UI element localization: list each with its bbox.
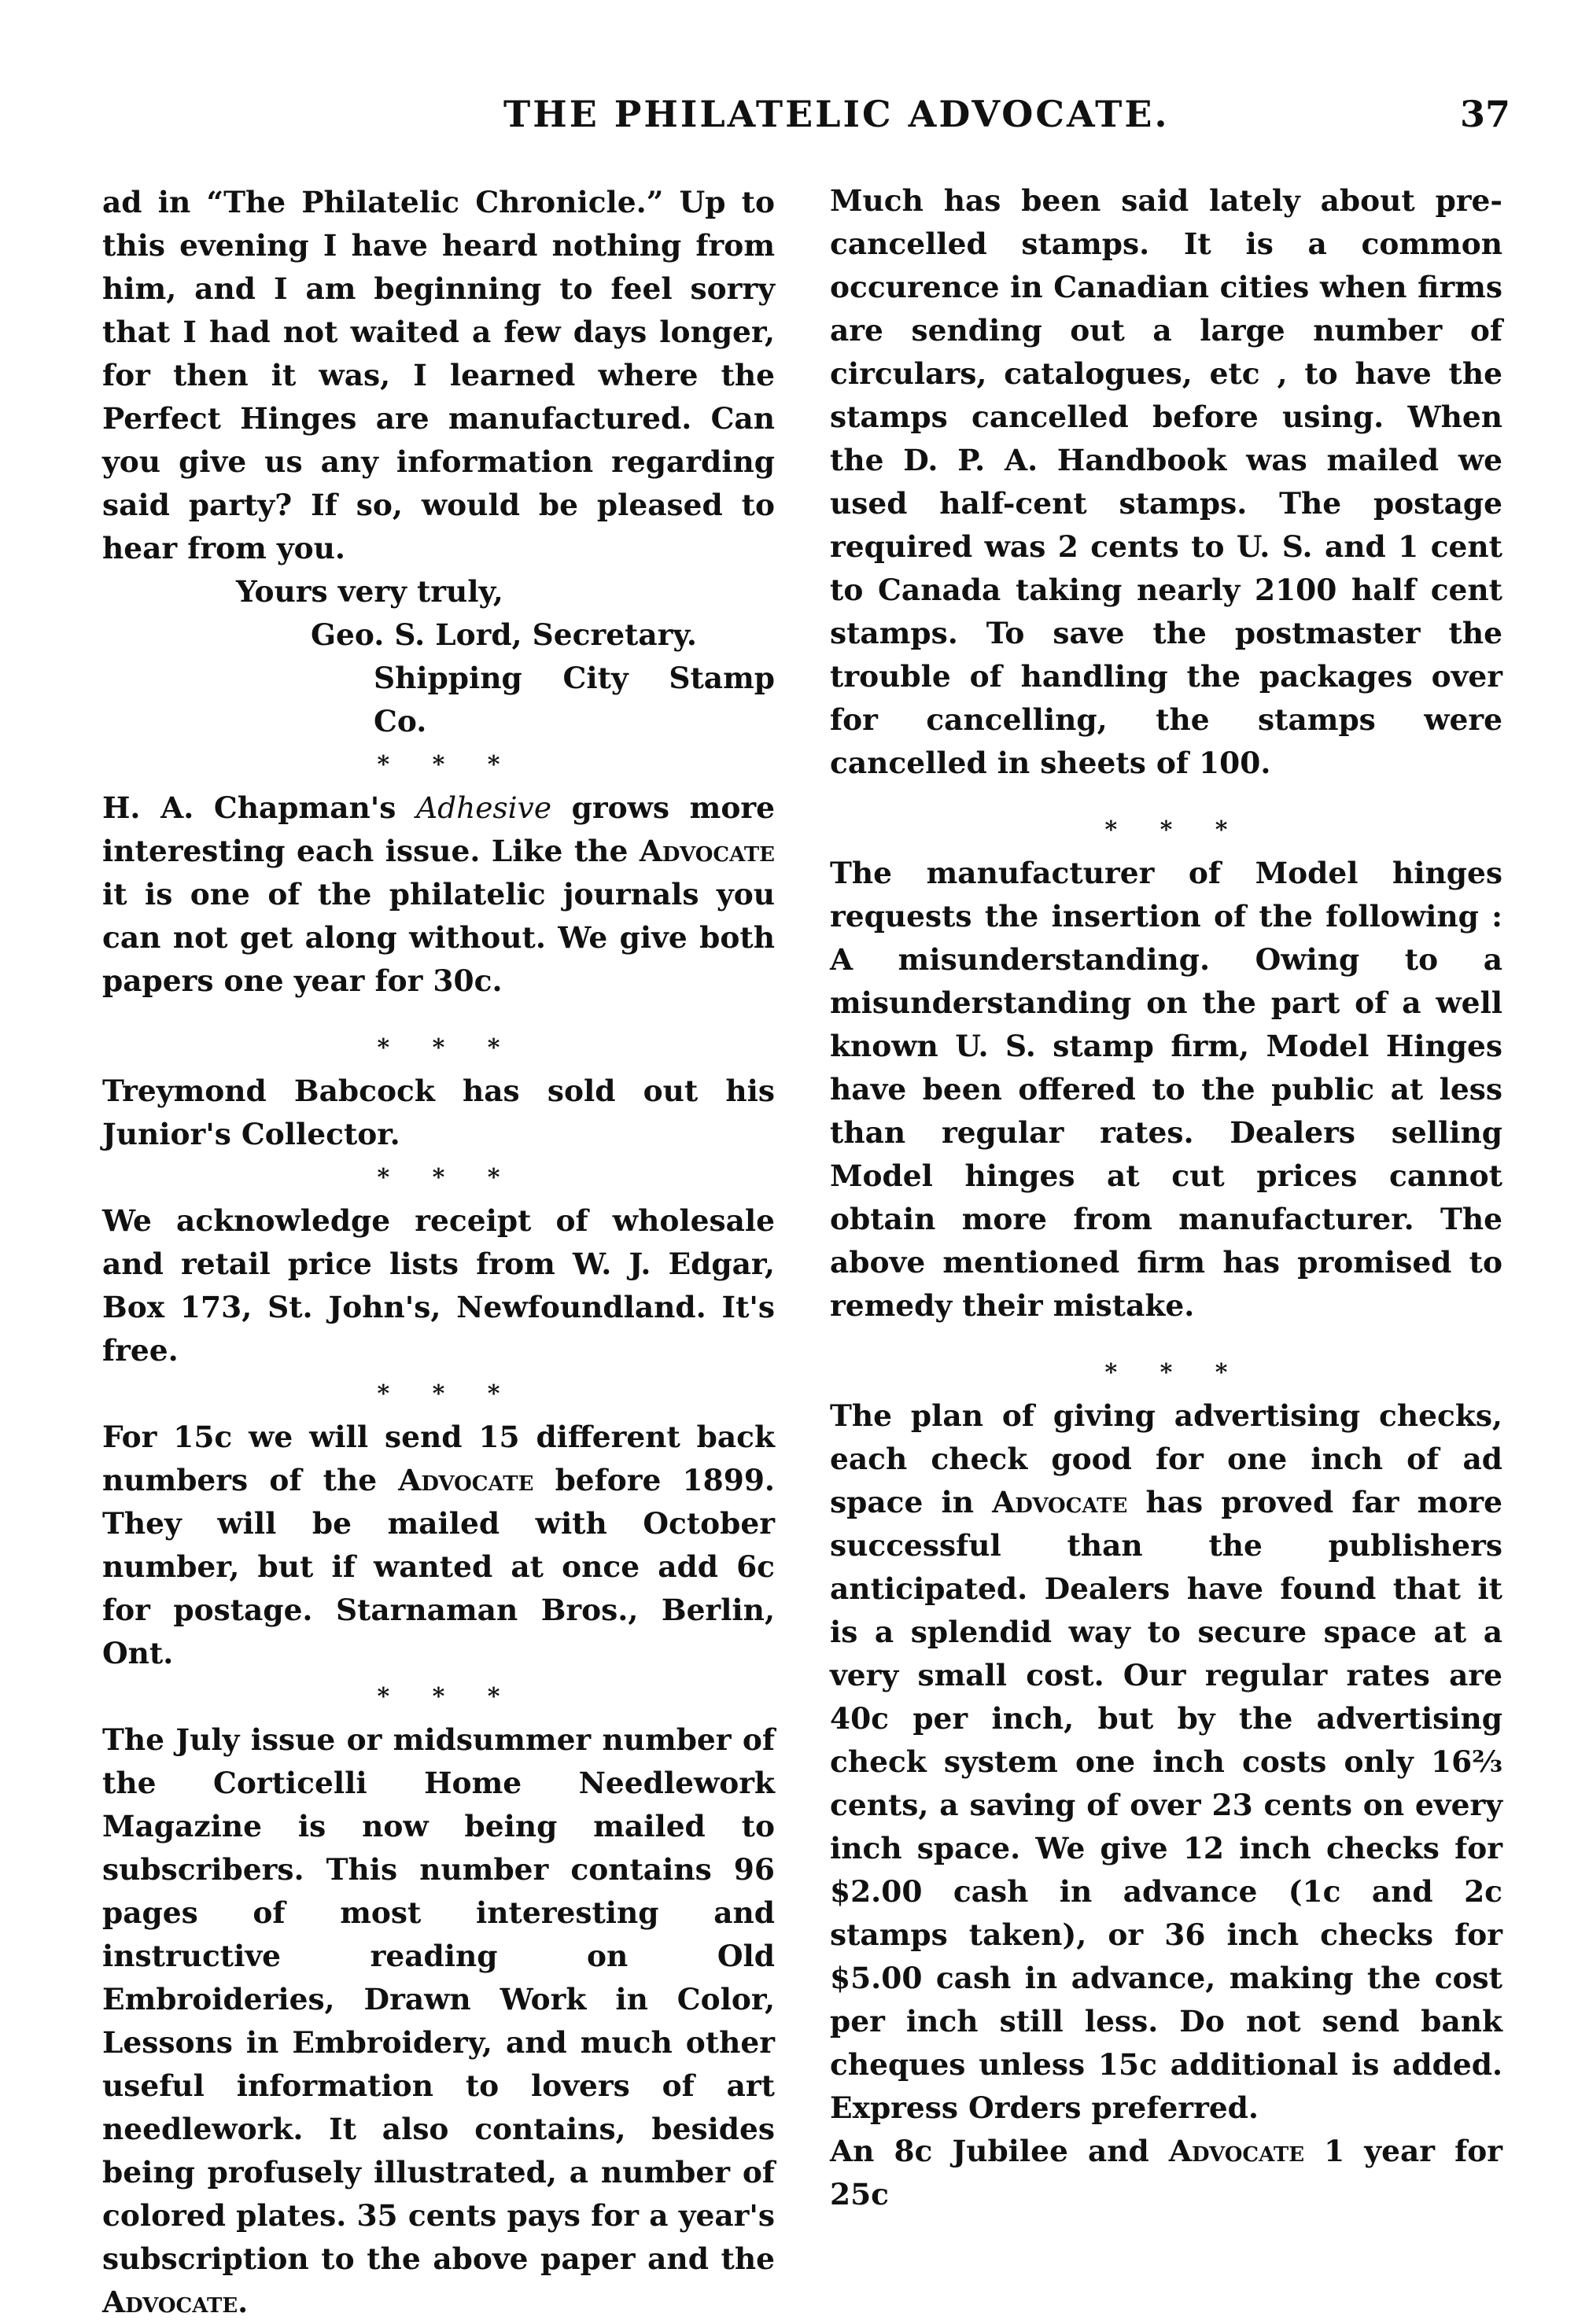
advertising-checks-paragraph xyxy=(830,1394,1502,2130)
chapman-text-c: it is one of the philatelic journals you can not get along without. We give both papers one year for 30c. xyxy=(102,877,775,998)
checks-text-a: The plan of giving advertising checks, each check good for one inch of ad space in xyxy=(830,1398,1502,1519)
running-title: THE PHILATELIC ADVOCATE. xyxy=(503,93,1170,135)
model-hinges-paragraph: The manufacturer of Model hinges requests the insertion of the following : A misunderstanding. Owing to a misunderstanding on the part of a well known U. S. stamp firm, Model Hinges have been offered to the public at less than regular rates. Dealers selling Model hinges at cut prices cannot obtain more from manufacturer. The above mentioned firm has promised to remedy their mistake. xyxy=(830,856,1502,1323)
adhesive-title: Adhesive xyxy=(415,790,552,825)
section-separator: * * * xyxy=(1104,1359,1245,1387)
chapman-text-a: H. A. Chapman's xyxy=(102,790,416,825)
corticelli-paragraph xyxy=(102,1718,775,2324)
chronicle-paragraph: ad in “The Philatelic Chronicle.” Up to this evening I have heard nothing from him, and I am beginning to feel sorry that I had not waited a few days longer, for then it was, I learned where the Perfect Hinges are manufactured. Can you give us any information regarding said party? If so, would be pleased to hear from you. xyxy=(102,185,775,565)
section-separator: * * * xyxy=(377,1683,518,1711)
corticelli-text-a: The July issue or midsummer number of the Corticelli Home Needlework Magazine is now being mailed to subscribers. This number contains 96 pages of most interesting and instructive reading on Old Embroideries, Drawn Work in Color, Lessons in Embroidery, and much other useful information to lovers of art needlework. It also contains, besides being profusely illustrated, a number of colored plates. 35 cents pays for a year's subscription to the above paper and the xyxy=(102,1722,775,2276)
section-separator: * * * xyxy=(377,1034,518,1062)
signature-company: Shipping City Stamp Co. xyxy=(374,661,775,738)
advocate-name: Advocate xyxy=(639,834,775,868)
section-separator: * * * xyxy=(377,1164,518,1191)
back-numbers-text-a: For 15c we will send 15 different back numbers of the xyxy=(102,1420,775,1497)
section-separator: * * * xyxy=(1104,816,1245,844)
signature-closing: Yours very truly, xyxy=(236,574,503,609)
section-separator: * * * xyxy=(377,751,518,779)
back-numbers-text-b: before 1899. They will be mailed with October number, but if wanted at once add 6c for postage. Starnaman Bros., Berlin, Ont. xyxy=(102,1463,775,1670)
advocate-name: Advocate xyxy=(992,1485,1128,1519)
page-number: 37 xyxy=(1459,93,1510,135)
page-header xyxy=(0,93,1589,148)
signature-name: Geo. S. Lord, Secretary. xyxy=(311,617,697,652)
checks-text-b: has proved far more successful than the publishers anticipated. Dealers have found that it is a splendid way to secure space at a very small cost. Our regular rates are 40c per inch, but by the advertising check system one inch costs only 16⅔ cents, a saving of over 23 cents on every inch space. We give 12 inch checks for $2.00 cash in advance (1c and 2c stamps taken), or 36 inch checks for $5.00 cash in advance, making the cost per inch still less. Do not send bank cheques unless 15c additional is added. Express Orders preferred. xyxy=(830,1485,1502,2125)
chapman-text-b: grows more interesting each issue. Like the xyxy=(102,790,775,868)
babcock-paragraph: Treymond Babcock has sold out his Junior's Collector. xyxy=(102,1074,775,1151)
jubilee-offer xyxy=(830,2130,1502,2216)
left-column xyxy=(102,181,775,2324)
section-separator: * * * xyxy=(377,1380,518,1408)
back-numbers-paragraph xyxy=(102,1416,775,1675)
advocate-name: Advocate xyxy=(102,2285,238,2319)
jubilee-text-b: 1 year for 25c xyxy=(830,2134,1502,2212)
advocate-name: Advocate xyxy=(1168,2134,1305,2168)
jubilee-text-a: An 8c Jubilee and xyxy=(830,2134,1169,2168)
advocate-name: Advocate xyxy=(398,1463,534,1497)
precancelled-paragraph: Much has been said lately about pre-cancelled stamps. It is a common occurence in Canadian cities when firms are sending out a large number of circulars, catalogues, etc , to have the stamps cancelled before using. When the D. P. A. Handbook was mailed we used half-cent stamps. The postage required was 2 cents to U. S. and 1 cent to Canada taking nearly 2100 half cent stamps. To save the postmaster the trouble of handling the packages over for cancelling, the stamps were cancelled in sheets of 100. xyxy=(830,183,1502,780)
corticelli-text-b: . xyxy=(238,2285,249,2319)
right-column xyxy=(830,179,1502,2216)
chapman-paragraph xyxy=(102,786,775,1003)
edgar-paragraph: We acknowledge receipt of wholesale and retail price lists from W. J. Edgar, Box 173, St. John's, Newfoundland. It's free. xyxy=(102,1203,775,1368)
